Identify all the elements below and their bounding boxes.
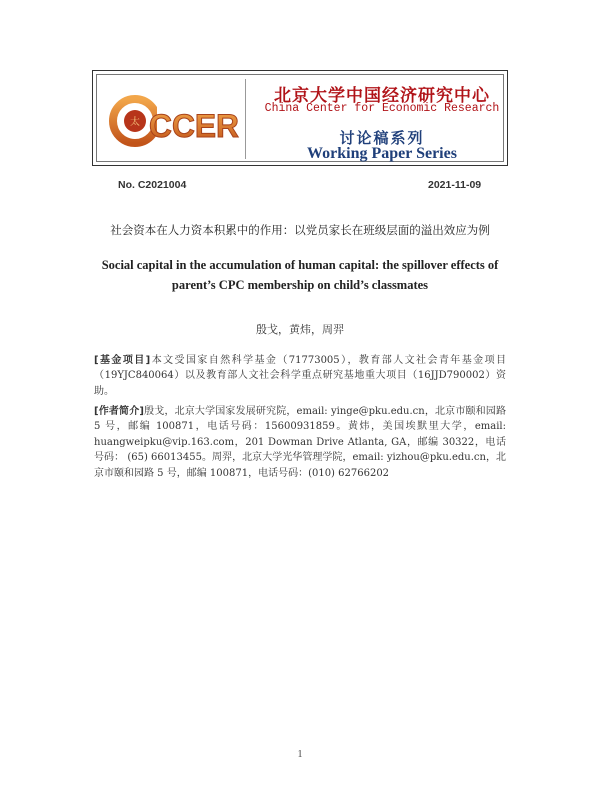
series-name-en: Working Paper Series <box>307 145 457 162</box>
author-bio-note <box>94 404 506 481</box>
ccer-logo <box>109 87 241 155</box>
author-bio-text: 殷戈，北京大学国家发展研究院，email: yinge@pku.edu.cn，北京市颐和园路 5 号，邮编 100871，电话号码：15600931859。黄炜，美国埃默里大学，email: huangweipku@vip.163.com，201 Dowman Drive Atlanta, GA，邮编 30322，电话号码： (65) 66013455。周羿，北京大学光华管理学院，email: yizhou@pku.edu.cn，北京市颐和园路 5 号，邮编 100871，电话号码：(010) 62766202 <box>94 406 506 479</box>
svg-text:太: 太 <box>130 117 140 128</box>
center-name-cn: 北京大学中国经济研究中心 <box>274 86 490 106</box>
author-list: 殷戈，黄炜，周羿 <box>256 323 344 336</box>
author-bio-label: [作者简介] <box>94 406 144 417</box>
header-divider <box>245 79 246 159</box>
page-number: 1 <box>297 749 303 760</box>
logo-letters: CCER <box>149 108 239 144</box>
funding-text: 本文受国家自然科学基金（71773005），教育部人文社会青年基金项目（19YJC840064）以及教育部人文社会科学重点研究基地重大项目（16JJD790002）资助。 <box>94 355 507 397</box>
header-banner <box>92 70 508 166</box>
funding-note <box>94 353 506 399</box>
title-chinese: 社会资本在人力资本积累中的作用：以党员家长在班级层面的溢出效应为例 <box>110 223 490 237</box>
paper-date: 2021-11-09 <box>428 179 482 191</box>
center-name-en: China Center for Economic Research <box>264 102 500 115</box>
title-english: Social capital in the accumulation of human capital: the spillover effects of parent’s CPC membership on child’s classmates <box>101 258 499 292</box>
paper-number: No. C2021004 <box>118 179 187 191</box>
series-name-cn: 讨论稿系列 <box>339 129 425 147</box>
funding-label: [基金项目] <box>94 355 151 366</box>
header-inner-frame <box>96 74 504 162</box>
